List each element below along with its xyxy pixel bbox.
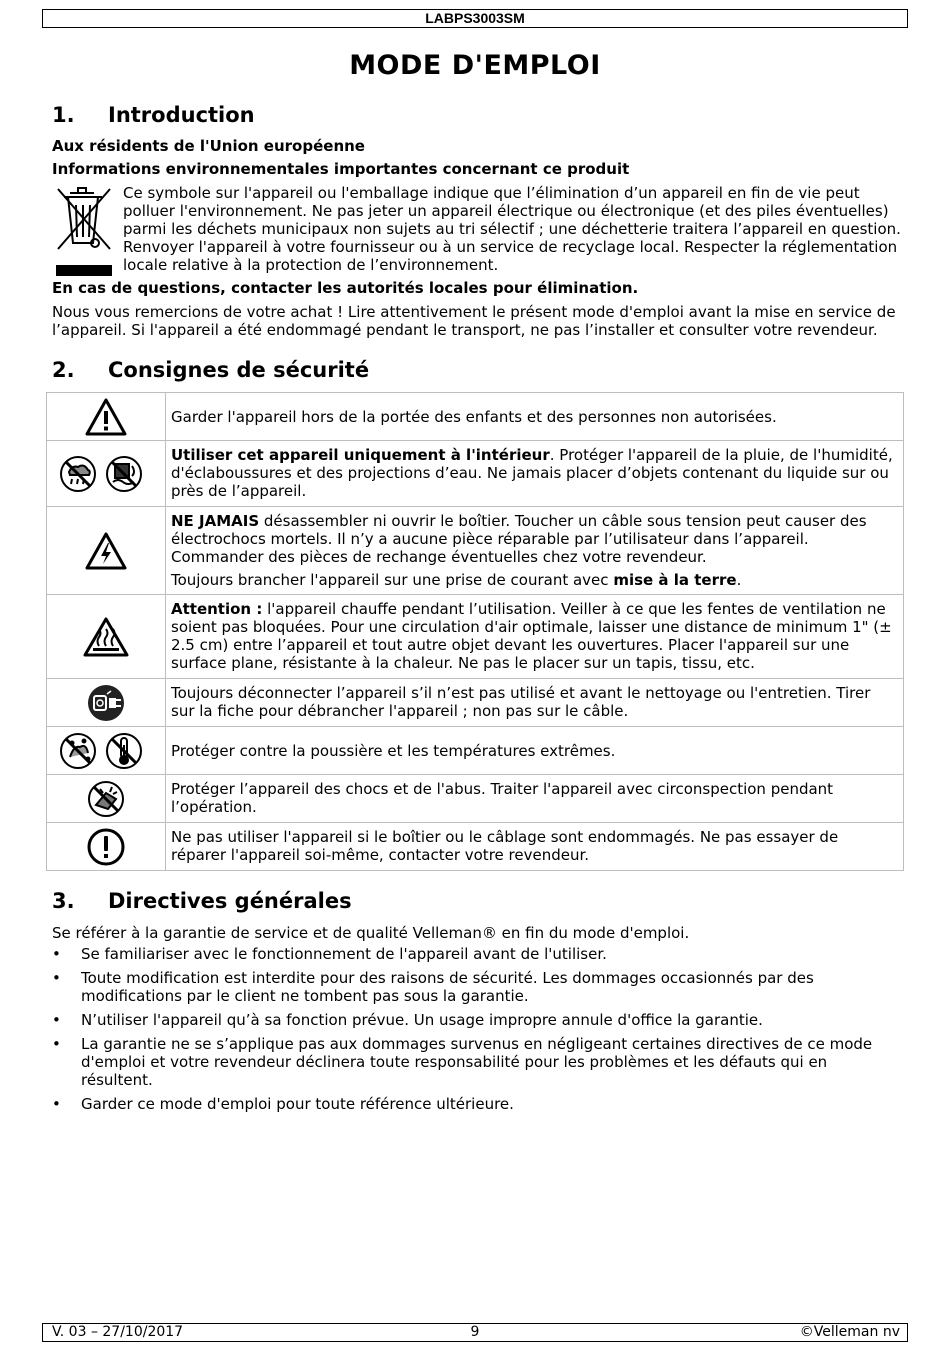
section-2-heading: [52, 358, 369, 382]
hot-surface-icon: [82, 616, 130, 658]
list-item: • N’utiliser l'appareil qu’à sa fonction prévue. Un usage impropre annule d'office la garantie.: [52, 1011, 902, 1029]
warranty-intro: Se référer à la garantie de service et de qualité Velleman® en fin du mode d'emploi.: [52, 924, 690, 942]
safety-text: l'appareil chauffe pendant l’utilisation. Veiller à ce que les fentes de ventilation ne soient pas bloquées. Pour une circulation d'air optimale, laisser une distance de minimum 1" (± 2.5 cm) entre l’appareil et tout autre objet devant les ouvertures. Placer l'appareil sur une surface plane, résistante à la chaleur. Ne pas le placer sur un tapis, tissu, etc.: [171, 600, 892, 672]
safety-paragraph: [171, 512, 897, 566]
general-guidelines-list: [52, 945, 902, 1119]
unplug-icon: [86, 683, 126, 723]
warning-triangle-icon: [84, 397, 128, 437]
safety-text: Garder l'appareil hors de la portée des enfants et des personnes non autorisées.: [171, 407, 777, 426]
list-item: • Toute modification est interdite pour des raisons de sécurité. Les dommages occasionnés par des modifications par le client ne tombent pas sous la garantie.: [52, 969, 902, 1005]
safety-text-emphasis: Attention :: [171, 600, 263, 618]
safety-text-emphasis: mise à la terre: [613, 571, 737, 589]
footer-page-number: 9: [470, 1324, 480, 1340]
header-title: LABPS3003SM: [425, 10, 525, 26]
safety-row: [47, 823, 904, 871]
safety-text: désassembler ni ouvrir le boîtier. Toucher un câble sous tension peut causer des électrochocs mortels. Il n’y a aucune pièce réparable par l’utilisateur dans l’appareil. Commander des pièces de rechange éventuelles chez votre revendeur.: [171, 512, 867, 566]
eu-heading: Aux résidents de l'Union européenne: [52, 137, 365, 155]
safety-text-cell: [166, 393, 904, 441]
section-title: Consignes de sécurité: [108, 358, 370, 382]
safety-row: [47, 727, 904, 775]
safety-text-cell: [166, 823, 904, 871]
footer-copyright: ©Velleman nv: [799, 1324, 900, 1340]
electric-shock-icon: [84, 531, 128, 571]
safety-text-cell: [166, 775, 904, 823]
safety-icon-cell: [47, 775, 166, 823]
safety-text: .: [736, 571, 742, 589]
safety-paragraph: [171, 571, 897, 589]
safety-text-cell: [166, 441, 904, 507]
safety-row: [47, 441, 904, 507]
safety-icon-cell: [47, 595, 166, 679]
document-title: MODE D'EMPLOI: [349, 50, 601, 81]
safety-icon-cell: [47, 679, 166, 727]
list-item: • Se familiariser avec le fonctionnement de l'appareil avant de l'utiliser.: [52, 945, 902, 963]
list-item: • La garantie ne se s’applique pas aux dommages survenus en négligeant certaines directives de ce mode d'emploi et votre revendeur déclinera toute responsabilité pour les problèmes et les défauts qui en résultent.: [52, 1035, 902, 1089]
safety-text: Ne pas utiliser l'appareil si le boîtier ou le câblage sont endommagés. Ne pas essayer de réparer l'appareil soi-même, contacter votre revendeur.: [171, 828, 839, 864]
safety-text-cell: [166, 595, 904, 679]
no-dust-no-temperature-icon: [58, 731, 154, 771]
footer-version: V. 03 – 27/10/2017: [52, 1324, 184, 1340]
safety-text: Toujours déconnecter l’appareil s’il n’est pas utilisé et avant le nettoyage ou l'entretien. Tirer sur la fiche pour débrancher l'appareil ; non pas sur le câble.: [171, 684, 871, 720]
safety-row: [47, 679, 904, 727]
safety-text-emphasis: Utiliser cet appareil uniquement à l'intérieur: [171, 446, 550, 464]
no-shock-icon: [86, 779, 126, 819]
disposal-questions: En cas de questions, contacter les autorités locales pour élimination.: [52, 279, 639, 297]
section-title: Directives générales: [108, 889, 352, 913]
safety-text: Protéger l’appareil des chocs et de l'abus. Traiter l'appareil avec circonspection pendant l’opération.: [171, 780, 834, 816]
section-1-heading: [52, 103, 255, 127]
safety-row: [47, 393, 904, 441]
safety-row: [47, 595, 904, 679]
section-number: 2.: [52, 358, 75, 382]
crossed-bin-icon: [54, 183, 116, 279]
thanks-paragraph: Nous vous remercions de votre achat ! Lire attentivement le présent mode d'emploi avant la mise en service de l’appareil. Si l'appareil a été endommagé pendant le transport, ne pas l’installer et consulter votre revendeur.: [52, 303, 896, 339]
safety-icon-cell: [47, 727, 166, 775]
safety-table: [46, 392, 904, 871]
no-rain-no-water-icon: [58, 454, 154, 494]
weee-paragraph: Ce symbole sur l'appareil ou l'emballage indique que l’élimination d’un appareil en fin de vie peut polluer l'environnement. Ne pas jeter un appareil électrique ou électronique (et des piles éventuelles) parmi les déchets municipaux non sujets au tri sélectif ; une déchetterie traitera l’appareil en question. Renvoyer l'appareil à votre fournisseur ou à un service de recyclage local. Respecter la réglementation locale relative à la protection de l’environnement.: [123, 184, 901, 274]
env-heading: Informations environnementales importantes concernant ce produit: [52, 160, 630, 178]
safety-text: . Protéger l'appareil de la pluie, de l'humidité, d'éclaboussures et des projections d’eau. Ne jamais placer d’objets contenant du liquide sur ou près de l’appareil.: [171, 446, 893, 500]
safety-text: Toujours brancher l'appareil sur une prise de courant avec: [171, 571, 614, 589]
section-title: Introduction: [108, 103, 255, 127]
section-3-heading: [52, 889, 352, 913]
safety-row: [47, 775, 904, 823]
section-number: 3.: [52, 889, 75, 913]
safety-text-cell: [166, 727, 904, 775]
safety-icon-cell: [47, 441, 166, 507]
section-number: 1.: [52, 103, 75, 127]
safety-text-cell: [166, 679, 904, 727]
safety-row: [47, 507, 904, 595]
safety-text-emphasis: NE JAMAIS: [171, 512, 260, 530]
safety-text: Protéger contre la poussière et les températures extrêmes.: [171, 741, 616, 760]
safety-text-cell: [166, 507, 904, 595]
list-item: • Garder ce mode d'emploi pour toute référence ultérieure.: [52, 1095, 902, 1113]
safety-icon-cell: [47, 823, 166, 871]
exclamation-circle-icon: [86, 827, 126, 867]
safety-icon-cell: [47, 507, 166, 595]
safety-icon-cell: [47, 393, 166, 441]
